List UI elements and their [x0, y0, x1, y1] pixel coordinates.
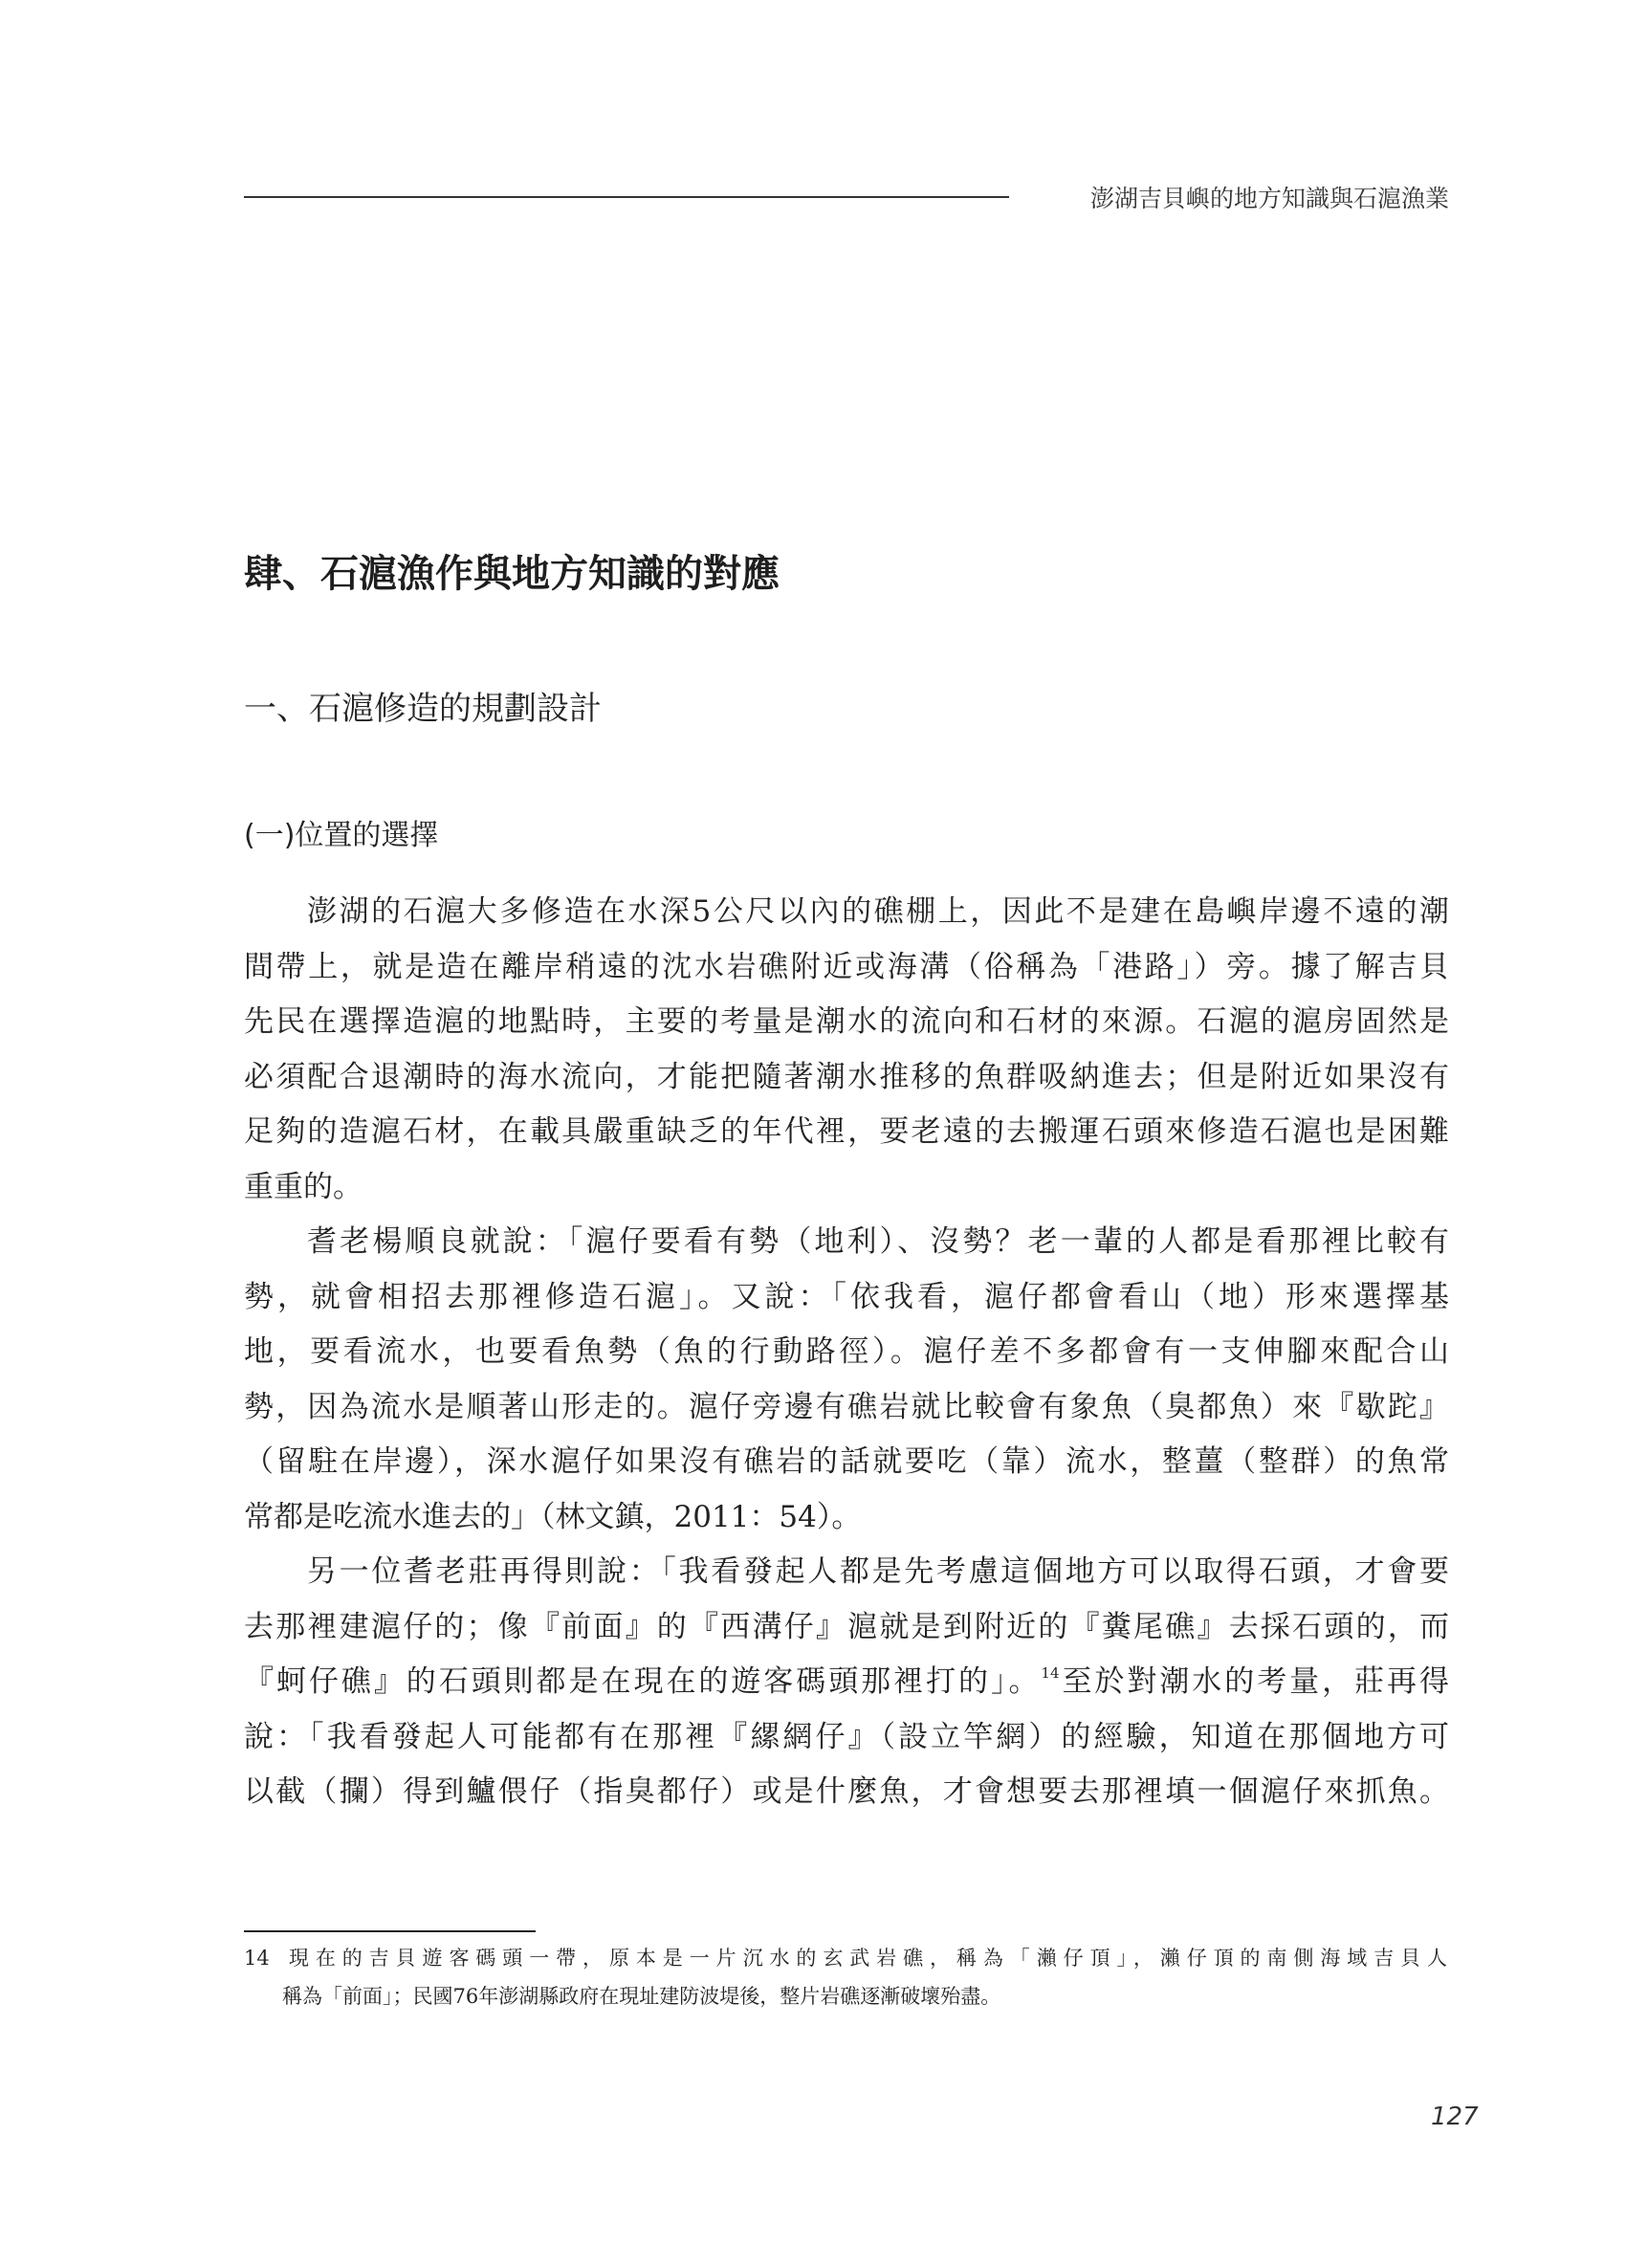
header-rule	[244, 196, 1009, 198]
body-line: 以截（攔）得到鱸偎仔（指臭都仔）或是什麼魚，才會想要去那裡填一個滬仔來抓魚。	[244, 1774, 1449, 1809]
body-line: 重重的。	[244, 1169, 363, 1204]
body-line: 勢，因為流水是順著山形走的。滬仔旁邊有礁岩就比較會有象魚（臭都魚）來『歇跎』	[244, 1389, 1449, 1424]
subsection-heading: (一)位置的選擇	[244, 819, 439, 852]
section-heading: 一、石滬修造的規劃設計	[244, 690, 602, 728]
body-line-part: 『蚵仔礁』的石頭則都是在現在的遊客碼頭那裡打的」。	[244, 1664, 1042, 1699]
body-line: 勢，就會相招去那裡修造石滬」。又說：「依我看，滬仔都會看山（地）形來選擇基	[244, 1279, 1449, 1314]
body-text	[244, 885, 1449, 1820]
footnote	[244, 1939, 1447, 2015]
footnote-text: 現在的吉貝遊客碼頭一帶，原本是一片沉水的玄武岩礁，稱為「瀨仔頂」，瀨仔頂的南側海域吉貝人	[282, 1947, 1447, 1970]
body-line: 必須配合退潮時的海水流向，才能把隨著潮水推移的魚群吸納進去；但是附近如果沒有	[244, 1059, 1449, 1094]
body-line: 另一位耆老莊再得則說：「我看發起人都是先考慮這個地方可以取得石頭，才會要	[307, 1554, 1449, 1589]
chapter-heading: 肆、石滬漁作與地方知識的對應	[244, 551, 780, 596]
footnote-reference[interactable]: 14	[1041, 1664, 1060, 1682]
footnote-number: 14	[244, 1947, 270, 1970]
footnote-line	[244, 1939, 1447, 1977]
body-line: 澎湖的石滬大多修造在水深5公尺以內的礁棚上，因此不是建在島嶼岸邊不遠的潮	[307, 894, 1449, 929]
body-line: 常都是吃流水進去的」（林文鎮，2011：54）。	[244, 1499, 862, 1534]
running-header	[244, 178, 1449, 216]
body-line: 間帶上，就是造在離岸稍遠的沈水岩礁附近或海溝（俗稱為「港路」）旁。據了解吉貝	[244, 949, 1449, 984]
footnote-line: 稱為「前面」；民國76年澎湖縣政府在現址建防波堤後，整片岩礁逐漸破壞殆盡。	[282, 1985, 1001, 2008]
body-line: 地，要看流水，也要看魚勢（魚的行動路徑）。滬仔差不多都會有一支伸腳來配合山	[244, 1334, 1449, 1369]
body-line: 足夠的造滬石材，在載具嚴重缺乏的年代裡，要老遠的去搬運石頭來修造石滬也是困難	[244, 1114, 1449, 1149]
body-line-with-footnote	[244, 1655, 1449, 1710]
body-line: 說：「我看發起人可能都有在那裡『縲網仔』（設立竿網）的經驗，知道在那個地方可	[244, 1719, 1449, 1754]
body-line: 先民在選擇造滬的地點時，主要的考量是潮水的流向和石材的來源。石滬的滬房固然是	[244, 1004, 1449, 1039]
body-line: （留駐在岸邊），深水滬仔如果沒有礁岩的話就要吃（靠）流水，整薑（整群）的魚常	[244, 1444, 1449, 1479]
footnote-rule	[244, 1930, 536, 1932]
body-line: 去那裡建滬仔的；像『前面』的『西溝仔』滬就是到附近的『糞尾礁』去採石頭的，而	[244, 1609, 1449, 1644]
body-line: 耆老楊順良就說：「滬仔要看有勢（地利）、沒勢？老一輩的人都是看那裡比較有	[307, 1224, 1449, 1259]
running-header-title: 澎湖吉貝嶼的地方知識與石滬漁業	[1089, 185, 1449, 212]
page-number: 127	[1431, 2103, 1479, 2131]
body-line-part: 至於對潮水的考量，莊再得	[1059, 1664, 1449, 1699]
